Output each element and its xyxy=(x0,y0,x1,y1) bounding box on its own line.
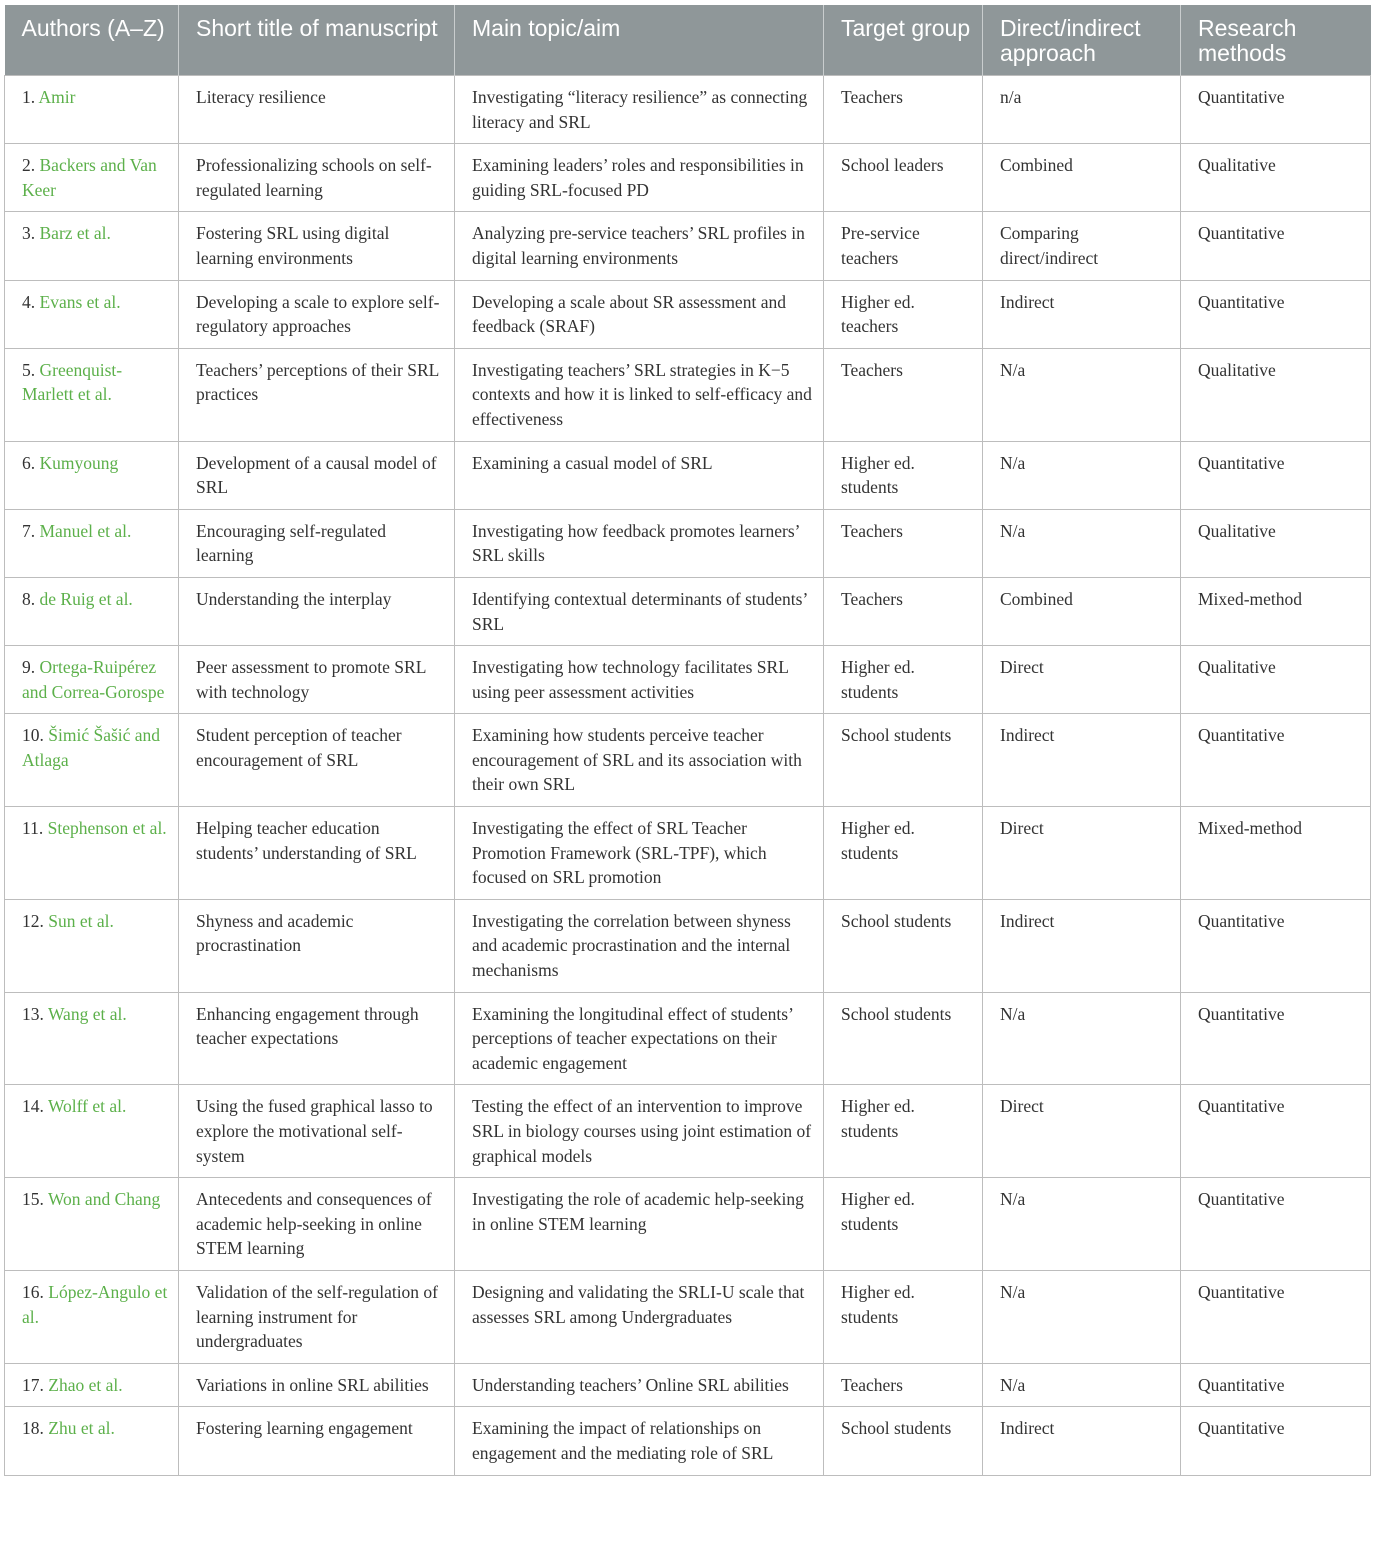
author-link[interactable]: Greenquist-Marlett et al. xyxy=(22,359,123,405)
cell-target-group: School leaders xyxy=(824,144,983,212)
cell-short-title: Fostering SRL using digital learning environments xyxy=(179,212,455,280)
table-row xyxy=(5,1178,1371,1271)
cell-research-methods: Qualitative xyxy=(1181,348,1371,441)
author-link[interactable]: Zhao et al. xyxy=(48,1374,123,1395)
cell-approach: N/a xyxy=(983,348,1181,441)
cell-approach: n/a xyxy=(983,76,1181,144)
cell-target-group: Higher ed. students xyxy=(824,1270,983,1363)
table-row xyxy=(5,348,1371,441)
table-body xyxy=(5,76,1371,1476)
row-number: 13. xyxy=(22,1003,44,1024)
cell-main-topic: Investigating how feedback promotes learners’ SRL skills xyxy=(455,509,824,577)
cell-target-group: School students xyxy=(824,1407,983,1475)
cell-short-title: Antecedents and consequences of academic help-seeking in online STEM learning xyxy=(179,1178,455,1271)
cell-approach: Direct xyxy=(983,646,1181,714)
table-row xyxy=(5,441,1371,509)
cell-research-methods: Quantitative xyxy=(1181,1363,1371,1407)
cell-authors xyxy=(5,509,179,577)
row-number: 1. xyxy=(22,87,36,107)
row-number: 18. xyxy=(22,1418,44,1439)
cell-research-methods: Quantitative xyxy=(1181,1178,1371,1271)
cell-approach: Combined xyxy=(983,577,1181,645)
cell-target-group: Higher ed. students xyxy=(824,807,983,900)
cell-short-title: Enhancing engagement through teacher expectations xyxy=(179,992,455,1085)
cell-approach: N/a xyxy=(983,1178,1181,1271)
header-row xyxy=(5,5,1371,76)
cell-main-topic: Investigating the correlation between shyness and academic procrastination and the internal mechanisms xyxy=(455,899,824,992)
cell-main-topic: Examining the longitudinal effect of students’ perceptions of teacher expectations on their academic engagement xyxy=(455,992,824,1085)
cell-short-title: Development of a causal model of SRL xyxy=(179,441,455,509)
cell-target-group: Pre-service teachers xyxy=(824,212,983,280)
cell-main-topic: Examining how students perceive teacher encouragement of SRL and its association with their own SRL xyxy=(455,714,824,807)
cell-main-topic: Designing and validating the SRLI-U scale that assesses SRL among Undergraduates xyxy=(455,1270,824,1363)
cell-target-group: Higher ed. students xyxy=(824,646,983,714)
cell-research-methods: Quantitative xyxy=(1181,441,1371,509)
cell-short-title: Professionalizing schools on self-regulated learning xyxy=(179,144,455,212)
cell-authors xyxy=(5,899,179,992)
row-number: 14. xyxy=(22,1096,44,1117)
row-number: 8. xyxy=(22,588,36,609)
row-number: 12. xyxy=(22,910,44,931)
cell-research-methods: Quantitative xyxy=(1181,76,1371,144)
cell-target-group: School students xyxy=(824,992,983,1085)
table-row xyxy=(5,807,1371,900)
table-row xyxy=(5,144,1371,212)
cell-short-title: Fostering learning engagement xyxy=(179,1407,455,1475)
cell-authors xyxy=(5,1270,179,1363)
cell-main-topic: Examining a casual model of SRL xyxy=(455,441,824,509)
author-link[interactable]: Backers and Van Keer xyxy=(22,155,157,200)
cell-target-group: Higher ed. students xyxy=(824,441,983,509)
cell-target-group: Higher ed. teachers xyxy=(824,280,983,348)
row-number: 7. xyxy=(22,520,36,541)
table-row xyxy=(5,280,1371,348)
author-link[interactable]: Evans et al. xyxy=(39,291,121,312)
cell-main-topic: Examining leaders’ roles and responsibilities in guiding SRL-focused PD xyxy=(455,144,824,212)
cell-approach: Indirect xyxy=(983,280,1181,348)
row-number: 5. xyxy=(22,359,36,380)
studies-table xyxy=(4,5,1371,1476)
header-authors: Authors (A–Z) xyxy=(5,5,179,76)
cell-target-group: Teachers xyxy=(824,577,983,645)
cell-research-methods: Qualitative xyxy=(1181,509,1371,577)
header-main-topic: Main topic/aim xyxy=(455,5,824,76)
cell-research-methods: Quantitative xyxy=(1181,280,1371,348)
cell-target-group: Higher ed. students xyxy=(824,1085,983,1178)
cell-main-topic: Identifying contextual determinants of students’ SRL xyxy=(455,577,824,645)
header-short-title: Short title of manuscript xyxy=(179,5,455,76)
author-link[interactable]: de Ruig et al. xyxy=(39,588,133,609)
table-row xyxy=(5,714,1371,807)
cell-approach: Indirect xyxy=(983,899,1181,992)
cell-approach: N/a xyxy=(983,441,1181,509)
cell-research-methods: Quantitative xyxy=(1181,212,1371,280)
table-row xyxy=(5,646,1371,714)
cell-approach: Combined xyxy=(983,144,1181,212)
cell-short-title: Using the fused graphical lasso to explore the motivational self-system xyxy=(179,1085,455,1178)
cell-research-methods: Quantitative xyxy=(1181,899,1371,992)
cell-research-methods: Qualitative xyxy=(1181,144,1371,212)
cell-approach: N/a xyxy=(983,1270,1181,1363)
row-number: 15. xyxy=(22,1189,44,1210)
table-row xyxy=(5,509,1371,577)
cell-authors xyxy=(5,441,179,509)
cell-authors xyxy=(5,1407,179,1475)
table-row xyxy=(5,76,1371,144)
cell-research-methods: Mixed-method xyxy=(1181,577,1371,645)
cell-short-title: Shyness and academic procrastination xyxy=(179,899,455,992)
row-number: 10. xyxy=(22,725,44,746)
cell-approach: Indirect xyxy=(983,1407,1181,1475)
cell-authors xyxy=(5,280,179,348)
row-number: 4. xyxy=(22,291,36,312)
table-row xyxy=(5,992,1371,1085)
cell-target-group: Teachers xyxy=(824,348,983,441)
cell-authors xyxy=(5,1363,179,1407)
cell-main-topic: Investigating “literacy resilience” as connecting literacy and SRL xyxy=(455,76,824,144)
cell-target-group: Teachers xyxy=(824,1363,983,1407)
cell-authors xyxy=(5,577,179,645)
cell-approach: Direct xyxy=(983,807,1181,900)
cell-authors xyxy=(5,144,179,212)
cell-authors xyxy=(5,1178,179,1271)
cell-authors xyxy=(5,646,179,714)
cell-short-title: Developing a scale to explore self-regulatory approaches xyxy=(179,280,455,348)
cell-authors xyxy=(5,807,179,900)
cell-target-group: School students xyxy=(824,714,983,807)
author-link[interactable]: Šimić Šašić and Atlaga xyxy=(22,725,161,770)
cell-target-group: Teachers xyxy=(824,509,983,577)
cell-authors xyxy=(5,212,179,280)
cell-short-title: Literacy resilience xyxy=(179,76,455,144)
cell-authors xyxy=(5,348,179,441)
author-link[interactable]: Ortega-Ruipérez and Correa-Gorospe xyxy=(22,657,165,702)
row-number: 6. xyxy=(22,452,36,473)
table-row xyxy=(5,577,1371,645)
cell-research-methods: Quantitative xyxy=(1181,1407,1371,1475)
cell-main-topic: Investigating teachers’ SRL strategies in K−5 contexts and how it is linked to self-efficacy and effectiveness xyxy=(455,348,824,441)
header-research-methods: Research methods xyxy=(1181,5,1371,76)
cell-approach: N/a xyxy=(983,509,1181,577)
table-row xyxy=(5,1085,1371,1178)
cell-authors xyxy=(5,714,179,807)
author-link[interactable]: Kumyoung xyxy=(39,452,119,473)
cell-main-topic: Examining the impact of relationships on engagement and the mediating role of SRL xyxy=(455,1407,824,1475)
author-link[interactable]: Wang et al. xyxy=(47,1003,127,1024)
cell-research-methods: Quantitative xyxy=(1181,1085,1371,1178)
author-link[interactable]: Stephenson et al. xyxy=(47,818,167,839)
cell-main-topic: Investigating the role of academic help-seeking in online STEM learning xyxy=(455,1178,824,1271)
cell-main-topic: Investigating the effect of SRL Teacher Promotion Framework (SRL-TPF), which focused on SRL promotion xyxy=(455,807,824,900)
cell-short-title: Peer assessment to promote SRL with technology xyxy=(179,646,455,714)
author-link[interactable]: Won and Chang xyxy=(47,1189,161,1210)
author-link[interactable]: Amir xyxy=(38,87,76,107)
header-approach: Direct/indirect approach xyxy=(983,5,1181,76)
cell-target-group: Higher ed. students xyxy=(824,1178,983,1271)
row-number: 16. xyxy=(22,1281,44,1302)
cell-target-group: School students xyxy=(824,899,983,992)
cell-short-title: Variations in online SRL abilities xyxy=(179,1363,455,1407)
author-link[interactable]: Zhu et al. xyxy=(48,1418,115,1439)
cell-research-methods: Mixed-method xyxy=(1181,807,1371,900)
table-header xyxy=(5,5,1371,76)
cell-main-topic: Understanding teachers’ Online SRL abilities xyxy=(455,1363,824,1407)
cell-main-topic: Testing the effect of an intervention to improve SRL in biology courses using joint estimation of graphical models xyxy=(455,1085,824,1178)
cell-authors xyxy=(5,992,179,1085)
cell-short-title: Encouraging self-regulated learning xyxy=(179,509,455,577)
cell-research-methods: Quantitative xyxy=(1181,1270,1371,1363)
row-number: 11. xyxy=(22,818,44,839)
cell-approach: N/a xyxy=(983,1363,1181,1407)
cell-authors xyxy=(5,1085,179,1178)
cell-research-methods: Quantitative xyxy=(1181,714,1371,807)
cell-main-topic: Developing a scale about SR assessment and feedback (SRAF) xyxy=(455,280,824,348)
cell-approach: Indirect xyxy=(983,714,1181,807)
cell-research-methods: Quantitative xyxy=(1181,992,1371,1085)
row-number: 9. xyxy=(22,657,36,678)
table-row xyxy=(5,1363,1371,1407)
cell-approach: Comparing direct/indirect xyxy=(983,212,1181,280)
table-row xyxy=(5,212,1371,280)
cell-target-group: Teachers xyxy=(824,76,983,144)
cell-short-title: Understanding the interplay xyxy=(179,577,455,645)
cell-research-methods: Qualitative xyxy=(1181,646,1371,714)
author-link[interactable]: Wolff et al. xyxy=(47,1096,127,1117)
cell-short-title: Validation of the self-regulation of learning instrument for undergraduates xyxy=(179,1270,455,1363)
author-link[interactable]: López-Angulo et al. xyxy=(22,1281,168,1327)
row-number: 2. xyxy=(22,155,36,176)
author-link[interactable]: Sun et al. xyxy=(48,910,114,931)
author-link[interactable]: Barz et al. xyxy=(39,223,111,244)
author-link[interactable]: Manuel et al. xyxy=(39,520,132,541)
table-row xyxy=(5,899,1371,992)
table-row xyxy=(5,1407,1371,1475)
cell-main-topic: Investigating how technology facilitates SRL using peer assessment activities xyxy=(455,646,824,714)
cell-approach: Direct xyxy=(983,1085,1181,1178)
cell-approach: N/a xyxy=(983,992,1181,1085)
table-row xyxy=(5,1270,1371,1363)
cell-main-topic: Analyzing pre-service teachers’ SRL profiles in digital learning environments xyxy=(455,212,824,280)
cell-short-title: Student perception of teacher encouragement of SRL xyxy=(179,714,455,807)
row-number: 17. xyxy=(22,1374,44,1395)
cell-short-title: Helping teacher education students’ understanding of SRL xyxy=(179,807,455,900)
cell-short-title: Teachers’ perceptions of their SRL practices xyxy=(179,348,455,441)
cell-authors xyxy=(5,76,179,144)
header-target-group: Target group xyxy=(824,5,983,76)
row-number: 3. xyxy=(22,223,36,244)
